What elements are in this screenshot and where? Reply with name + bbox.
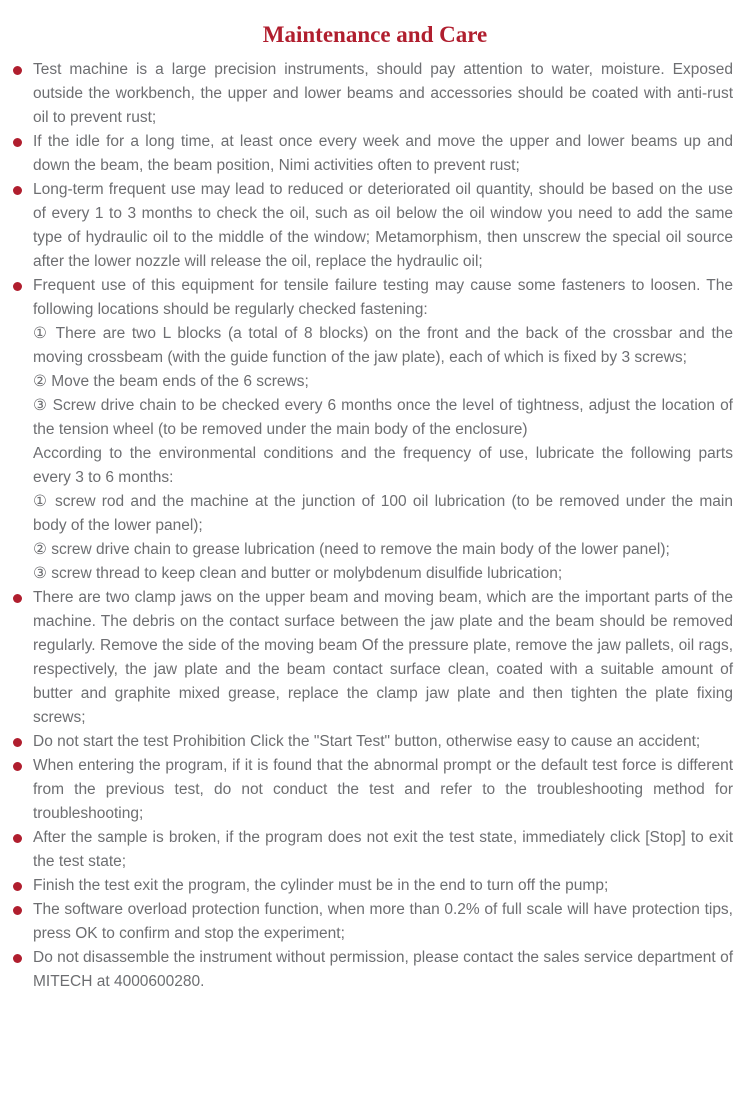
list-item <box>0 946 733 994</box>
list-item <box>0 754 733 826</box>
paragraph: After the sample is broken, if the program does not exit the test state, immediately click [Stop] to exit the test state; <box>33 829 733 870</box>
paragraph: ① screw rod and the machine at the junction of 100 oil lubrication (to be removed under the main body of the lower panel); <box>33 493 733 534</box>
bullet-list <box>0 58 750 994</box>
paragraph: ② Move the beam ends of the 6 screws; <box>33 373 309 390</box>
list-item <box>0 874 733 898</box>
paragraph: The software overload protection function, when more than 0.2% of full scale will have protection tips, press OK to confirm and stop the experiment; <box>33 901 733 942</box>
paragraph: ① There are two L blocks (a total of 8 blocks) on the front and the back of the crossbar and the moving crossbeam (with the guide function of the jaw plate), each of which is fixed by 3 screws; <box>33 325 733 366</box>
list-item <box>0 826 733 874</box>
paragraph: When entering the program, if it is found that the abnormal prompt or the default test force is different from the previous test, do not conduct the test and refer to the troubleshooting method for troubleshooting; <box>33 757 733 822</box>
paragraph: There are two clamp jaws on the upper beam and moving beam, which are the important parts of the machine. The debris on the contact surface between the jaw plate and the beam should be removed regularly. Remove the side of the moving beam Of the pressure plate, remove the jaw pallets, oil rags, respectively, the jaw plate and the beam contact surface clean, coated with a suitable amount of butter and graphite mixed grease, replace the clamp jaw plate and then tighten the plate fixing screws; <box>33 589 733 726</box>
bullet-icon <box>0 730 33 747</box>
bullet-icon <box>0 58 33 75</box>
list-item <box>0 730 733 754</box>
paragraph: Finish the test exit the program, the cylinder must be in the end to turn off the pump; <box>33 877 609 894</box>
paragraph: ③ screw thread to keep clean and butter or molybdenum disulfide lubrication; <box>33 565 563 582</box>
list-item <box>0 898 733 946</box>
list-item <box>0 178 733 274</box>
paragraph: According to the environmental conditions and the frequency of use, lubricate the following parts every 3 to 6 months: <box>33 445 733 486</box>
paragraph: ③ Screw drive chain to be checked every 6 months once the level of tightness, adjust the location of the tension wheel (to be removed under the main body of the enclosure) <box>33 397 733 438</box>
list-item <box>0 586 733 730</box>
bullet-icon <box>0 130 33 147</box>
bullet-icon <box>0 586 33 603</box>
list-item <box>0 130 733 178</box>
bullet-icon <box>0 826 33 843</box>
bullet-icon <box>0 898 33 915</box>
paragraph: Long-term frequent use may lead to reduced or deteriorated oil quantity, should be based on the use of every 1 to 3 months to check the oil, such as oil below the oil window you need to add the same type of hydraulic oil to the middle of the window; Metamorphism, then unscrew the special oil source after the lower nozzle will release the oil, replace the hydraulic oil; <box>33 181 733 270</box>
list-item <box>0 274 733 586</box>
bullet-icon <box>0 178 33 195</box>
page-title: Maintenance and Care <box>262 22 488 47</box>
paragraph: ② screw drive chain to grease lubrication (need to remove the main body of the lower panel); <box>33 541 670 558</box>
paragraph: Do not start the test Prohibition Click the "Start Test" button, otherwise easy to cause an accident; <box>33 733 701 750</box>
bullet-icon <box>0 946 33 963</box>
paragraph: Test machine is a large precision instruments, should pay attention to water, moisture. Exposed outside the workbench, the upper and lower beams and accessories should be coated with anti-rust oil to prevent rust; <box>33 61 733 126</box>
list-item <box>0 58 733 130</box>
paragraph: If the idle for a long time, at least once every week and move the upper and lower beams up and down the beam, the beam position, Nimi activities often to prevent rust; <box>33 133 733 174</box>
paragraph: Do not disassemble the instrument without permission, please contact the sales service department of MITECH at 4000600280. <box>33 949 733 990</box>
paragraph: Frequent use of this equipment for tensile failure testing may cause some fasteners to loosen. The following locations should be regularly checked fastening: <box>33 277 733 318</box>
bullet-icon <box>0 274 33 291</box>
bullet-icon <box>0 754 33 771</box>
bullet-icon <box>0 874 33 891</box>
